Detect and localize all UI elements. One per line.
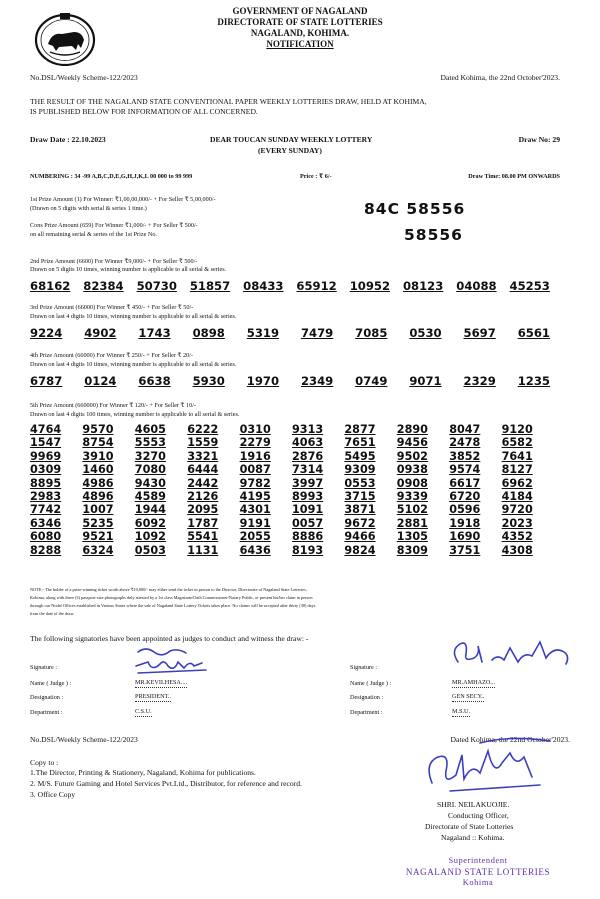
prize3-number: 1743 <box>138 326 171 340</box>
prize5-number: 9502 <box>396 449 428 463</box>
prize5-number: 2876 <box>292 449 324 463</box>
prize5-number: 6324 <box>82 543 114 557</box>
prize5-number: 0553 <box>344 476 376 490</box>
prize5-number: 3871 <box>344 503 376 517</box>
prize5-number: 1460 <box>82 463 114 477</box>
prize5-number: 4308 <box>501 543 533 557</box>
copy-item-1: 1.The Director, Printing & Stationery, Nagaland, Kohima for publications. <box>30 768 256 777</box>
prize5-number: 7641 <box>501 449 533 463</box>
right-judge-designation: GEN SECY.. <box>452 693 485 700</box>
prize5-number: 4195 <box>239 489 271 503</box>
prize5-number: 3751 <box>449 543 481 557</box>
footer-scheme-ref: No.DSL/Weekly Scheme-122/2023 <box>30 735 138 744</box>
prize5-number: 6436 <box>239 543 271 557</box>
prize5-number: 8993 <box>292 489 324 503</box>
dated-ref: Dated Kohima, the 22nd October'2023. <box>440 73 560 82</box>
stamp-org: NAGALAND STATE LOTTERIES <box>405 867 551 877</box>
prize5-number: 7314 <box>292 463 324 477</box>
prize5-number: 4352 <box>501 530 533 544</box>
header-line-place: NAGALAND, KOHIMA. <box>250 28 350 38</box>
prize5-number: 0908 <box>396 476 428 490</box>
prize2-number: 08123 <box>402 279 444 293</box>
intro-line-1: THE RESULT OF THE NAGALAND STATE CONVENTIONAL PAPER WEEKLY LOTTERIES DRAW, HELD AT KOHIMA, <box>30 97 427 106</box>
prize4-number: 1235 <box>517 374 550 388</box>
intro-line-2: IS PUBLISHED BELOW FOR INFORMATION OF ALL CONCERNED. <box>30 107 258 116</box>
prize5-number: 5102 <box>396 503 428 517</box>
prize5-number: 4896 <box>82 489 114 503</box>
note-line-2: Kohima, along with three (3) passport-size photographs duly attested by a 1st class Magistrate/Oath Commissioner/Notary Public, or present his/her claim in person <box>30 595 313 600</box>
prize5-number: 8288 <box>30 543 62 557</box>
prize5-number: 9456 <box>396 436 428 450</box>
judges-intro: The following signatories have been appointed as judges to conduct and witness the draw: - <box>30 634 309 643</box>
prize5-number: 8309 <box>396 543 428 557</box>
prize4-number: 6638 <box>138 374 171 388</box>
lottery-title: DEAR TOUCAN SUNDAY WEEKLY LOTTERY <box>210 135 373 144</box>
prize5-number: 1091 <box>292 503 324 517</box>
prize5-number: 9521 <box>82 530 114 544</box>
cons-prize-line-1: Cons Prize Amount (659) For Winner ₹1,000/- + For Seller ₹ 500/- <box>30 222 198 229</box>
prize4-number: 0124 <box>84 374 117 388</box>
prize2-number: 10952 <box>349 279 391 293</box>
prize3-number: 4902 <box>84 326 117 340</box>
prize5-number: 6222 <box>187 423 219 436</box>
left-judge-name: MR.KEVILHESA.... <box>135 679 188 686</box>
right-designation-label: Designation : <box>350 694 384 701</box>
prize5-number: 0503 <box>134 543 166 557</box>
prize5-number: 3910 <box>82 449 114 463</box>
prize5-number: 3852 <box>449 449 481 463</box>
officer-name: SHRI. NEILAKUOJIE. <box>437 800 510 809</box>
prize5-number: 9574 <box>449 463 481 477</box>
prize5-number: 2095 <box>187 503 219 517</box>
prize5-number: 1787 <box>187 516 219 530</box>
prize4-number: 1970 <box>246 374 280 388</box>
prize5-line-1: 5th Prize Amount (660000) For Winner ₹ 120/- + For Seller ₹ 10/- <box>30 402 197 409</box>
right-department-label: Department : <box>350 709 383 716</box>
prize4-line-2: Drawn on last 4 digits 10 times, winning number is applicable to all serial & series. <box>30 361 237 368</box>
ticket-price: Price : ₹ 6/- <box>300 173 332 180</box>
prize5-line-2: Drawn on last 4 digits 100 times, winning number is applicable to all serial & series. <box>30 411 240 418</box>
officer-signature-icon <box>420 733 570 797</box>
note-line-3: through our Nodal Offices established in Various States where the sale of Nagaland State Lottery Tickets takes place. No claims will be accepted after thirty (30) days <box>30 603 316 608</box>
prize5-number: 0310 <box>239 423 271 436</box>
officer-place: Nagaland :: Kohima. <box>441 833 505 842</box>
prize2-number: 82384 <box>83 279 124 293</box>
prize5-number: 1131 <box>187 543 219 557</box>
prize5-number: 8895 <box>30 476 62 490</box>
prize5-number: 0087 <box>239 463 271 477</box>
prize4-number: 5930 <box>192 374 225 388</box>
prize5-number: 5235 <box>82 516 114 530</box>
prize2-number: 08433 <box>243 279 284 293</box>
prize4-line-1: 4th Prize Amount (66000) For Winner ₹ 250/- + For Seller ₹ 20/- <box>30 352 193 359</box>
header-notification: NOTIFICATION <box>266 39 334 49</box>
prize5-number: 4301 <box>239 503 271 517</box>
prize5-number: 8886 <box>292 530 324 544</box>
prize5-number: 7080 <box>134 463 166 477</box>
prize5-number: 6962 <box>501 476 533 490</box>
prize5-number: 4764 <box>30 423 62 436</box>
prize4-numbers <box>30 375 550 387</box>
prize5-number: 1918 <box>449 516 481 530</box>
prize5-number: 8754 <box>82 436 114 450</box>
prize2-number: 04088 <box>456 279 497 293</box>
prize5-number: 1944 <box>134 503 166 517</box>
prize5-number: 9824 <box>344 543 376 557</box>
right-name-label: Name ( Judge ) : <box>350 680 392 687</box>
copy-item-2: 2. M/S. Future Gaming and Hotel Services Pvt.Ltd., Distributor, for reference and record. <box>30 779 302 788</box>
prize2-line-1: 2nd Prize Amount (6600) For Winner ₹9,000/- + For Seller ₹ 500/- <box>30 258 198 265</box>
prize5-number: 1007 <box>82 503 114 517</box>
prize2-number: 45253 <box>509 279 550 293</box>
prize5-number: 9430 <box>134 476 166 490</box>
note-line-1: NOTE:- The holder of a prize-winning ticket worth above ₹10,000/- may either send the ticket in person to the Director, Directorate of Nagaland State Lotteries, <box>30 587 307 592</box>
prize2-number: 50730 <box>136 279 177 293</box>
prize5-number: 5553 <box>134 436 166 450</box>
prize5-number: 3715 <box>344 489 376 503</box>
prize5-number: 4184 <box>501 489 533 503</box>
copy-item-3: 3. Office Copy <box>30 790 76 799</box>
prize5-number: 2890 <box>396 423 428 436</box>
prize5-number: 3270 <box>134 449 166 463</box>
prize5-number: 9672 <box>344 516 376 530</box>
left-name-label: Name ( Judge ) : <box>30 680 72 687</box>
stamp-title: Superintendent <box>448 856 508 865</box>
prize5-number: 9313 <box>292 423 324 436</box>
prize5-number: 1092 <box>134 530 166 544</box>
prize5-number: 9466 <box>344 530 376 544</box>
draw-no: Draw No: 29 <box>518 135 560 144</box>
prize5-number: 0596 <box>449 503 481 517</box>
prize5-number: 0938 <box>396 463 428 477</box>
prize2-line-2: Drawn on 5 digits 10 times, winning number is applicable to all serial & series. <box>30 266 227 273</box>
prize5-number: 2983 <box>30 489 62 503</box>
left-signature-label: Signature : <box>30 664 57 671</box>
cons-prize-number: 58556 <box>404 226 463 244</box>
prize5-number: 8047 <box>449 423 481 436</box>
prize5-number: 7742 <box>30 503 62 517</box>
right-judge-department: M.S.U. <box>452 708 471 715</box>
prize5-number: 1305 <box>396 530 428 544</box>
left-judge-designation: PRESIDENT.. <box>135 693 171 700</box>
prize4-number: 0749 <box>355 374 388 388</box>
copy-to-label: Copy to : <box>30 758 59 767</box>
header-line-directorate: DIRECTORATE OF STATE LOTTERIES <box>217 17 383 27</box>
prize5-number: 9969 <box>30 449 62 463</box>
officer-role: Conducting Officer, <box>448 811 509 820</box>
prize5-number: 1916 <box>239 449 271 463</box>
prize5-number: 1559 <box>187 436 219 450</box>
prize5-number: 6092 <box>134 516 166 530</box>
header-line-government: GOVERNMENT OF NAGALAND <box>232 6 368 16</box>
prize5-number: 8193 <box>292 543 324 557</box>
draw-time: Draw Time: 08.00 PM ONWARDS <box>468 173 560 180</box>
scheme-ref: No.DSL/Weekly Scheme-122/2023 <box>30 73 138 82</box>
prize5-number: 9782 <box>239 476 271 490</box>
prize5-number: 2055 <box>239 530 271 544</box>
prize4-number: 6787 <box>30 374 63 388</box>
prize5-number: 7651 <box>344 436 376 450</box>
prize5-number: 6346 <box>30 516 62 530</box>
prize5-number: 0057 <box>292 516 324 530</box>
draw-date: Draw Date : 22.10.2023 <box>30 135 106 144</box>
prize5-number: 9191 <box>239 516 271 530</box>
prize5-number: 1690 <box>449 530 481 544</box>
stamp-place: Kohima <box>462 878 494 887</box>
prize1-line-2: (Drawn on 5 digits with serial & series 1 time.) <box>30 205 147 212</box>
prize5-number: 6720 <box>449 489 481 503</box>
prize3-number: 5697 <box>463 326 496 340</box>
prize5-number: 6444 <box>187 463 219 477</box>
prize5-number: 9120 <box>501 423 533 436</box>
prize5-number: 4589 <box>134 489 166 503</box>
prize5-number: 4063 <box>292 436 324 450</box>
prize5-number: 9339 <box>396 489 428 503</box>
prize5-number: 9309 <box>344 463 376 477</box>
prize5-number: 2279 <box>239 436 271 450</box>
numbering: NUMBERING : 34 -99 A,B,C,D,E,G,H,J,K,L 00 000 to 99 999 <box>30 173 193 180</box>
footer-dated-ref: Dated Kohima, the 22nd October'2023. <box>450 735 570 744</box>
left-designation-label: Designation : <box>30 694 64 701</box>
prize5-number: 4986 <box>82 476 114 490</box>
lottery-subtitle: (EVERY SUNDAY) <box>258 146 322 155</box>
first-prize-number: 84C 58556 <box>364 200 466 218</box>
right-signature-label: Signature : <box>350 664 377 671</box>
prize5-number: 3997 <box>292 476 324 490</box>
right-judge-name: MR.AMHAZO... <box>452 679 495 686</box>
prize2-number: 65912 <box>296 279 337 293</box>
note-line-4: from the date of the draw. <box>30 611 75 616</box>
prize5-number: 1547 <box>30 436 62 450</box>
prize5-number: 5495 <box>344 449 376 463</box>
prize5-number: 9720 <box>501 503 533 517</box>
prize5-number: 6080 <box>30 530 62 544</box>
left-judge-signature-icon <box>132 644 212 676</box>
prize5-number: 9570 <box>82 423 114 436</box>
prize3-number: 6561 <box>517 326 550 340</box>
prize2-number: 51857 <box>189 279 231 293</box>
prize3-number: 0530 <box>409 326 442 340</box>
prize3-number: 9224 <box>30 326 63 340</box>
right-judge-signature-icon <box>448 632 578 674</box>
prize5-number: 2126 <box>187 489 219 503</box>
prize4-number: 9071 <box>409 374 442 388</box>
prize5-number: 2478 <box>449 436 481 450</box>
prize4-number: 2349 <box>300 374 334 388</box>
prize5-number: 2881 <box>396 516 428 530</box>
prize3-number: 7085 <box>355 326 388 340</box>
prize3-line-1: 3rd Prize Amount (66000) For Winner ₹ 450/- + For Seller ₹ 50/- <box>30 304 194 311</box>
prize2-number: 68162 <box>30 279 71 293</box>
prize5-number: 6617 <box>449 476 481 490</box>
left-judge-department: C.S.U. <box>135 708 152 715</box>
cons-prize-line-2: on all remaining serial & series of the 1st Prize No. <box>30 231 157 238</box>
prize5-numbers-grid <box>30 424 554 557</box>
prize3-number: 5319 <box>246 326 280 340</box>
prize5-number: 8127 <box>501 463 533 477</box>
prize5-number: 4605 <box>134 423 166 436</box>
prize3-number: 7479 <box>300 326 334 340</box>
prize3-number: 0898 <box>192 326 225 340</box>
officer-dept: Directorate of State Lotteries <box>425 822 514 831</box>
prize5-number: 2877 <box>344 423 376 436</box>
prize2-numbers <box>30 280 550 292</box>
left-department-label: Department : <box>30 709 63 716</box>
prize5-number: 3321 <box>187 449 219 463</box>
prize3-line-2: Drawn on last 4 digits 10 times, winning number is applicable to all serial & series. <box>30 313 237 320</box>
prize4-number: 2329 <box>463 374 496 388</box>
prize5-number: 2442 <box>187 476 219 490</box>
prize5-number: 5541 <box>187 530 219 544</box>
prize3-numbers <box>30 327 550 339</box>
prize5-number: 2023 <box>501 516 533 530</box>
prize1-line-1: 1st Prize Amount (1) For Winner: ₹1,00,00,000/- + For Seller ₹ 5,00,000/- <box>30 196 216 203</box>
prize5-number: 0309 <box>30 463 62 477</box>
prize5-number: 6582 <box>501 436 533 450</box>
